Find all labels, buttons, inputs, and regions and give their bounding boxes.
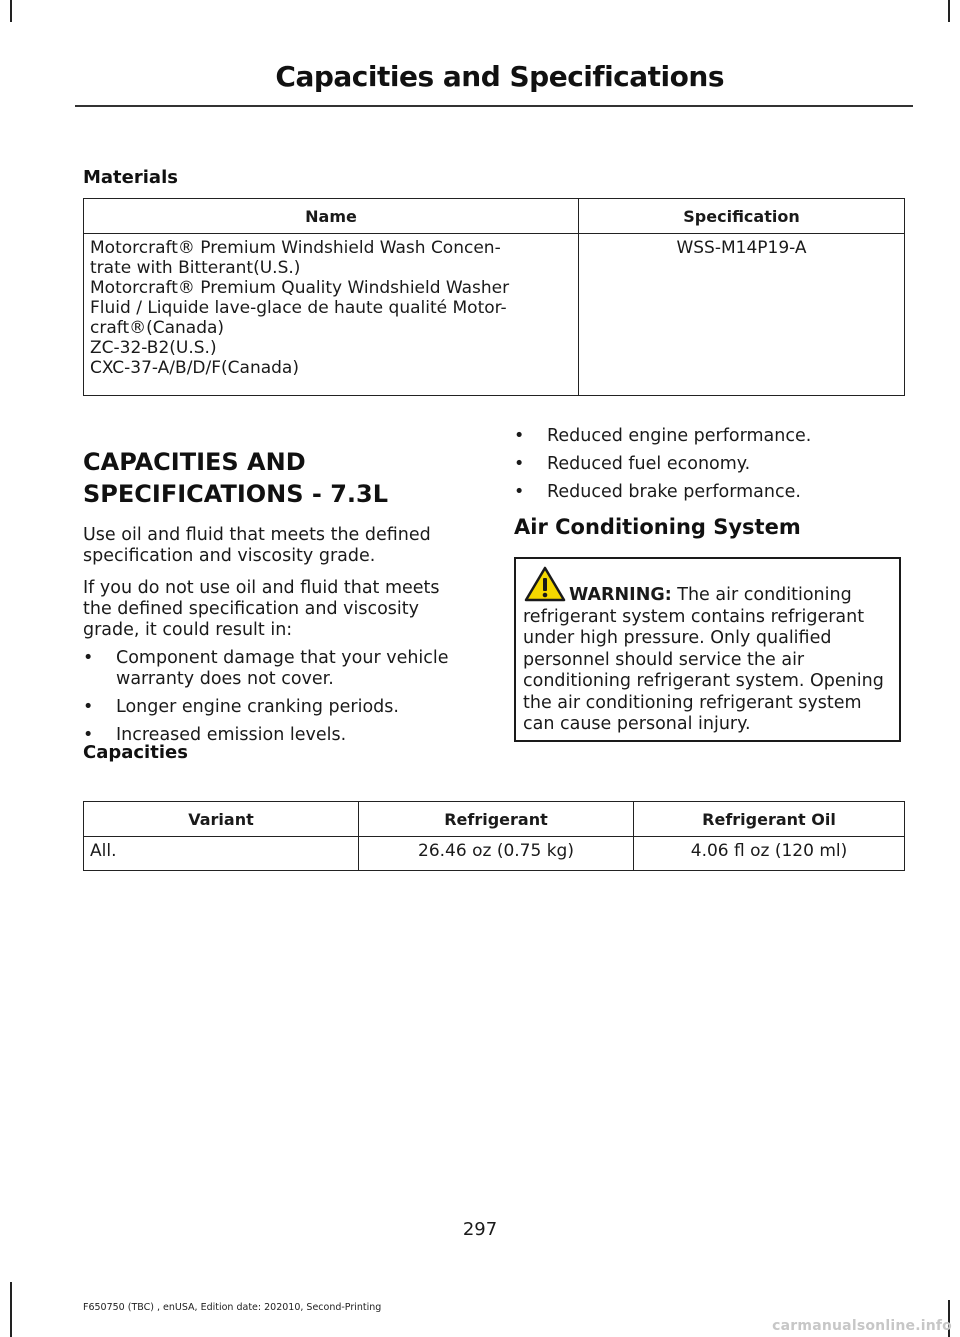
list-item [514, 426, 914, 447]
materials-name-line: CXC-37-A/B/D/F(Canada) [90, 358, 299, 378]
capacities-header-oil: Refrigerant Oil [634, 802, 905, 837]
list-item-line: warranty does not cover. [116, 669, 334, 689]
section-heading-line: CAPACITIES AND [83, 448, 306, 476]
section-heading-line: SPECIFICATIONS - 7.3L [83, 480, 389, 508]
consequence-list-left [83, 648, 483, 753]
consequence-line: the defined specification and viscosity [83, 599, 419, 619]
crop-mark-top-right [948, 0, 950, 22]
warning-label: WARNING: [569, 585, 672, 605]
intro-line: Use oil and fluid that meets the defined [83, 525, 431, 545]
warning-text-line: personnel should service the air [523, 649, 805, 670]
materials-spec-cell: WSS-M14P19-A [579, 234, 905, 396]
capacities-header-refrigerant: Refrigerant [359, 802, 634, 837]
warning-text-line: the air conditioning refrigerant system [523, 692, 862, 713]
bullet-marker: • [83, 648, 94, 668]
warning-text-line: refrigerant system contains refrigerant [523, 606, 865, 627]
list-item-line: Reduced fuel economy. [547, 454, 751, 474]
materials-header-specification: Specification [579, 199, 905, 234]
crop-mark-top-left [10, 0, 12, 22]
list-item-line: Component damage that your vehicle [116, 648, 449, 668]
materials-name-cell [84, 234, 579, 396]
consequence-line: If you do not use oil and fluid that meets [83, 578, 440, 598]
consequence-paragraph [83, 578, 483, 641]
capacities-table [83, 801, 905, 871]
page-title: Capacities and Specifications [275, 60, 724, 93]
consequence-list-right [514, 426, 914, 510]
warning-box [514, 557, 901, 742]
list-item-line: Reduced engine performance. [547, 426, 812, 446]
capacities-header-row [84, 802, 905, 837]
materials-label: Materials [83, 167, 178, 188]
section-heading [83, 446, 483, 510]
bullet-marker: • [514, 482, 525, 502]
list-item [514, 482, 914, 503]
capacities-oil-cell: 4.06 fl oz (120 ml) [634, 837, 905, 871]
materials-name-line: Motorcraft® Premium Windshield Wash Concen- [90, 238, 501, 258]
bullet-marker: • [514, 454, 525, 474]
bullet-marker: • [514, 426, 525, 446]
warning-text-first: The air conditioning [677, 585, 852, 605]
warning-text-line: conditioning refrigerant system. Opening [523, 671, 884, 691]
capacities-variant-cell: All. [84, 837, 359, 871]
list-item-line: Longer engine cranking periods. [116, 697, 399, 717]
page-number: 297 [462, 1219, 498, 1240]
list-item-line: Reduced brake performance. [547, 482, 801, 502]
capacities-label: Capacities [83, 742, 188, 763]
warning-text-line: under high pressure. Only qualified [523, 628, 832, 648]
table-row [84, 234, 905, 396]
footer-edition: F650750 (TBC) , enUSA, Edition date: 202010, Second-Printing [83, 1302, 382, 1313]
list-item-line: Increased emission levels. [116, 725, 347, 745]
materials-name-line: craft®(Canada) [90, 318, 225, 338]
consequence-line: grade, it could result in: [83, 620, 293, 640]
materials-name-line: Fluid / Liquide lave-glace de haute qualité Motor- [90, 298, 507, 318]
materials-name-line: ZC-32-B2(U.S.) [90, 338, 217, 358]
warning-text-line: can cause personal injury. [523, 714, 751, 734]
ac-heading: Air Conditioning System [514, 515, 801, 539]
materials-name-line: trate with Bitterant(U.S.) [90, 258, 301, 278]
capacities-refrigerant-cell: 26.46 oz (0.75 kg) [359, 837, 634, 871]
capacities-header-variant: Variant [84, 802, 359, 837]
title-rule [75, 105, 913, 107]
bullet-marker: • [83, 725, 94, 745]
watermark: carmanualsonline.info [772, 1318, 952, 1334]
table-row [84, 837, 905, 871]
list-item [83, 648, 483, 690]
materials-table [83, 198, 905, 396]
list-item [83, 697, 483, 718]
materials-name-line: Motorcraft® Premium Quality Windshield Washer [90, 278, 510, 298]
crop-mark-bottom-left [10, 1282, 12, 1337]
warning-text [523, 585, 898, 736]
materials-header-row [84, 199, 905, 234]
bullet-marker: • [83, 697, 94, 717]
intro-paragraph [83, 525, 483, 567]
list-item [514, 454, 914, 475]
materials-header-name: Name [84, 199, 579, 234]
intro-line: specification and viscosity grade. [83, 546, 376, 566]
